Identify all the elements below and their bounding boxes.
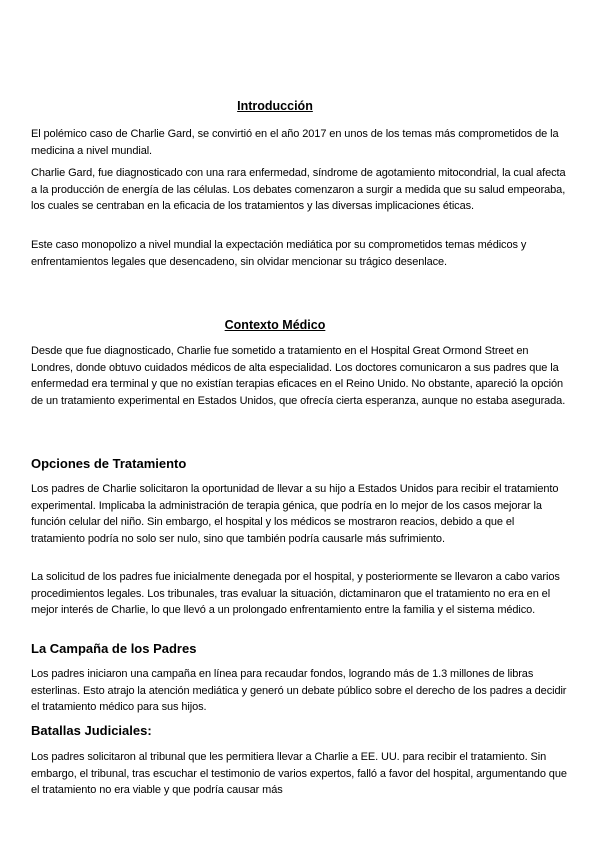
heading-campana-padres: La Campaña de los Padres [31, 641, 197, 656]
heading-introduccion: Introducción [237, 99, 313, 113]
intro-paragraph-1: El polémico caso de Charlie Gard, se convirtió en el año 2017 en unos de los temas más comprometidos de la medicina a nivel mundial. [31, 128, 559, 157]
intro-paragraph-2: Charlie Gard, fue diagnosticado con una rara enfermedad, síndrome de agotamiento mitocondrial, la cual afecta a la producción de energía de las células. Los debates comenzaron a surgir a medida que su salud empeoraba, los cuales se centraban en la eficacia de los tratamientos y las diversas implicaciones éticas. [31, 167, 566, 213]
legal-paragraph-1: Los padres solicitaron al tribunal que les permitiera llevar a Charlie a EE. UU. para recibir el tratamiento. Sin embargo, el tribunal, tras escuchar el testimonio de varios expertos, falló a favor del hospital, argumentando que el tratamiento no era viable y que podría causar más [31, 751, 567, 797]
options-paragraph-1: Los padres de Charlie solicitaron la oportunidad de llevar a su hijo a Estados Unidos para recibir el tratamiento experimental. Implicaba la administración de terapia génica, que podría en lo mejor de los casos mejorar la función celular del niño. Sin embargo, el hospital y los médicos se mostraron reacios, debido a que el tratamiento podría no solo ser nulo, sino que también podría causarle más sufrimiento. [31, 483, 559, 545]
heading-opciones-tratamiento: Opciones de Tratamiento [31, 456, 187, 471]
intro-paragraph-3: Este caso monopolizo a nivel mundial la expectación mediática por su comprometidos temas médicos y enfrentamientos legales que desencadeno, sin olvidar mencionar su trágico desenlace. [31, 239, 527, 268]
heading-contexto-medico: Contexto Médico [224, 318, 326, 332]
context-paragraph-1: Desde que fue diagnosticado, Charlie fue sometido a tratamiento en el Hospital Great Ormond Street en Londres, donde obtuvo cuidados médicos de alta especialidad. Los doctores comunicaron a sus padres que la enfermedad era terminal y que no existían terapias eficaces en el Reino Unido. No obstante, apareció la opción de un tratamiento experimental en Estados Unidos, que ofrecía cierta esperanza, aunque no estaba asegurada. [31, 345, 566, 407]
heading-batallas-judiciales: Batallas Judiciales: [31, 723, 152, 738]
campaign-paragraph-1: Los padres iniciaron una campaña en línea para recaudar fondos, logrando más de 1.3 millones de libras esterlinas. Esto atrajo la atención mediática y generó un debate público sobre el derecho de los padres a decidir el tratamiento médico para sus hijos. [31, 668, 567, 714]
options-paragraph-2: La solicitud de los padres fue inicialmente denegada por el hospital, y posteriormente se llevaron a cabo varios procedimientos legales. Los tribunales, tras evaluar la situación, dictaminaron que el tratamiento no era en el mejor interés de Charlie, lo que llevó a un prolongado enfrentamiento entre la familia y el sistema médico. [31, 571, 560, 617]
